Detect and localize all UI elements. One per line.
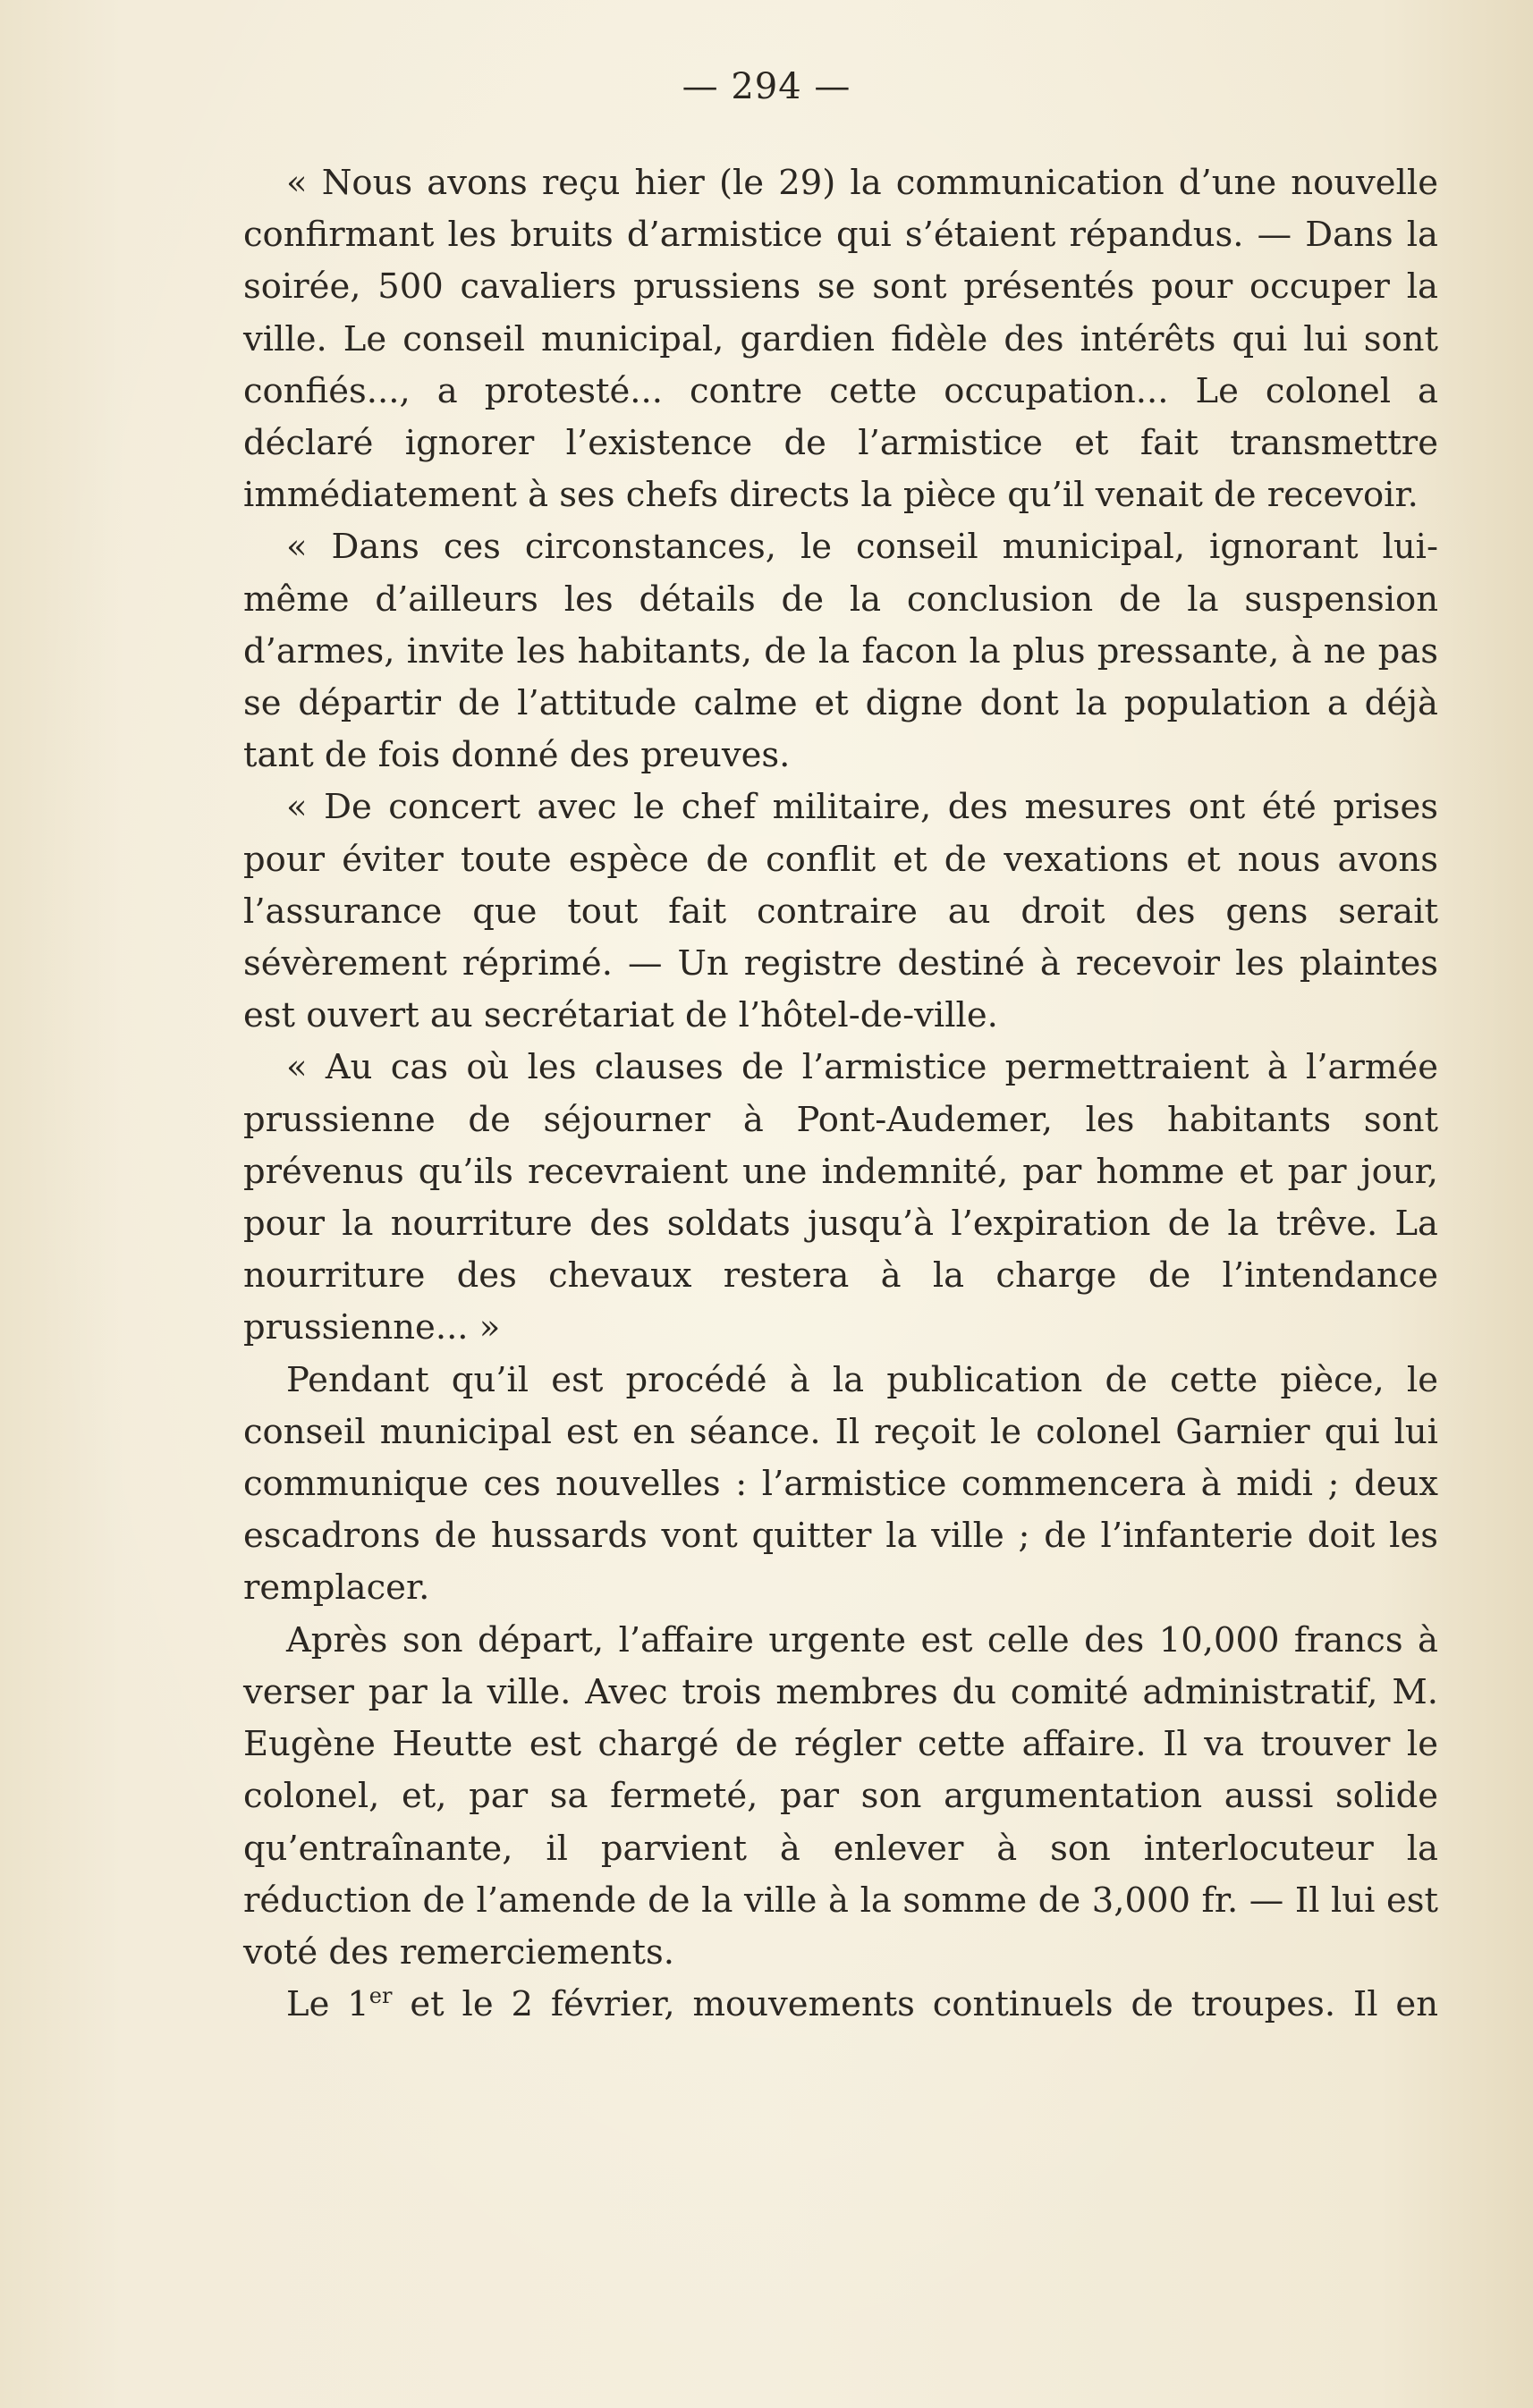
paragraph-6: Après son départ, l’affaire urgente est celle des 10,000 francs à verser par la ville. Avec trois membres du comité administratif, M. Eugène Heutte est chargé de régler cette affaire. Il va trouver le colonel, et, par sa fermeté, par son argumentation aussi solide qu’entraînante, il parvient à enlever à son interlocuteur la réduction de l’amende de la ville à la somme de 3,000 fr. — Il lui est voté des remerciements.: [243, 1619, 1438, 1973]
paragraph-3: « De concert avec le chef militaire, des mesures ont été prises pour éviter toute espèce de conflit et de vexations et nous avons l’assurance que tout fait contraire au droit des gens serait sévèrement réprimé. — Un registre destiné à recevoir les plaintes est ouvert au secrétariat de l’hôtel-de-ville.: [243, 787, 1438, 1036]
paragraph-7-rest: et le 2 février, mouvements continuels de troupes. Il en: [392, 1984, 1438, 2025]
page-number: — 294 —: [682, 66, 851, 107]
paragraph-7-start: Le 1: [286, 1984, 369, 2025]
paragraph-5: Pendant qu’il est procédé à la publication de cette pièce, le conseil municipal est en séance. Il reçoit le colonel Garnier qui lui communique ces nouvelles : l’armistice commencera à midi ; deux escadrons de hussards vont quitter la ville ; de l’infanterie doit les remplacer.: [243, 1359, 1438, 1609]
ordinal-superscript: er: [368, 1983, 393, 2009]
body-text: [243, 157, 1438, 2031]
paragraph-1: « Nous avons reçu hier (le 29) la communication d’une nouvelle confirmant les bruits d’armistice qui s’étaient répandus. — Dans la soirée, 500 cavaliers prussiens se sont présentés pour occuper la ville. Le conseil municipal, gardien fidèle des intérêts qui lui sont confiés..., a protesté... contre cette occupation... Le colonel a déclaré ignorer l’existence de l’armistice et fait transmettre immédiatement à ses chefs directs la pièce qu’il venait de recevoir.: [243, 163, 1438, 516]
paragraph-2: « Dans ces circonstances, le conseil municipal, ignorant lui-même d’ailleurs les détails de la conclusion de la suspension d’armes, invite les habitants, de la facon la plus pressante, à ne pas se départir de l’attitude calme et digne dont la population a déjà tant de fois donné des preuves.: [243, 527, 1438, 776]
paragraph-4: « Au cas où les clauses de l’armistice permettraient à l’armée prussienne de séjourner à Pont-Audemer, les habitants sont prévenus qu’ils recevraient une indemnité, par homme et par jour, pour la nourriture des soldats jusqu’à l’expiration de la trêve. La nourriture des chevaux restera à la charge de l’intendance prussienne... »: [243, 1047, 1438, 1348]
paragraph-7: [243, 1979, 1438, 2031]
